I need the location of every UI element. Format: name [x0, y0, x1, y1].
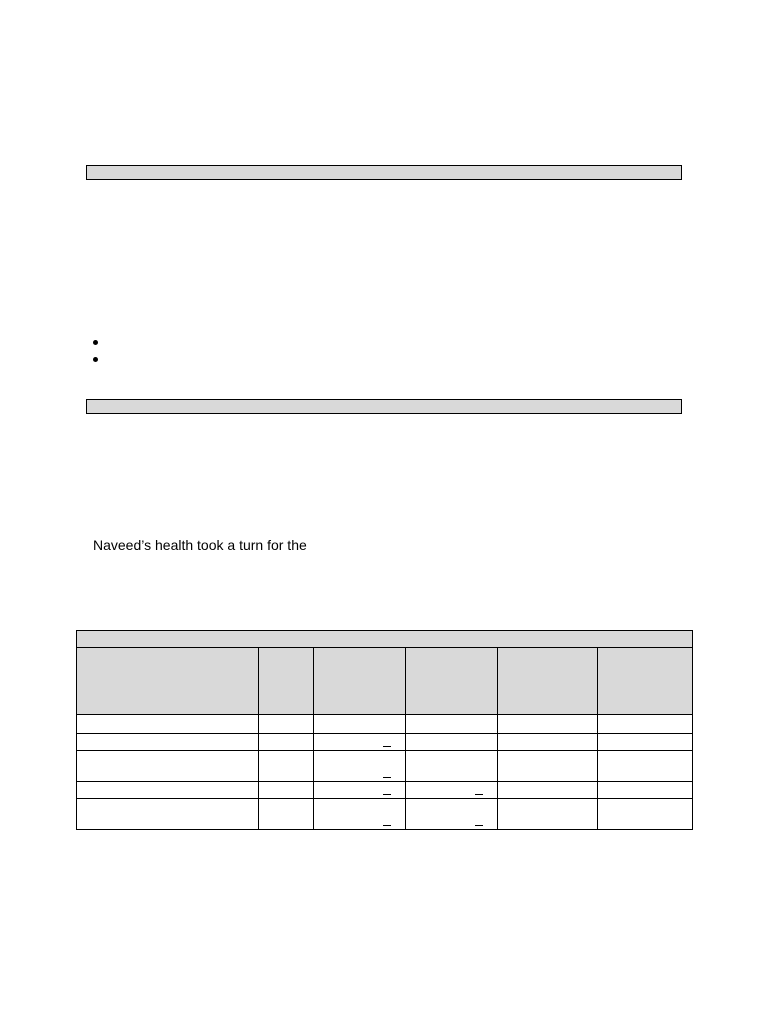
table-cell: [498, 715, 598, 734]
table-row: [77, 751, 693, 782]
table-cell: [259, 799, 314, 830]
table-cell: [598, 751, 693, 782]
table-cell: [314, 751, 406, 782]
table-cell: [259, 782, 314, 799]
blank-placeholder-dash: [383, 825, 391, 826]
bullet-list: [90, 335, 490, 369]
bullet-dot-icon: [93, 357, 98, 362]
table-cell: [406, 751, 498, 782]
table-cell: [498, 799, 598, 830]
table-cell: [259, 734, 314, 751]
table-row: [77, 782, 693, 799]
table-cell: [259, 751, 314, 782]
column-header: [314, 648, 406, 715]
table-cell: [314, 799, 406, 830]
table-title-row: [77, 631, 693, 648]
table-cell: [77, 734, 259, 751]
table-row: [77, 715, 693, 734]
table-cell: [498, 782, 598, 799]
table-cell: [77, 782, 259, 799]
table-cell: [314, 715, 406, 734]
blank-placeholder-dash: [383, 746, 391, 747]
table-cell: [598, 782, 693, 799]
blank-placeholder-dash: [383, 794, 391, 795]
bullet-dot-icon: [93, 340, 98, 345]
table-cell: [498, 734, 598, 751]
table-cell: [314, 782, 406, 799]
column-header: [259, 648, 314, 715]
table-cell: [598, 734, 693, 751]
table-row: [77, 734, 693, 751]
column-header: [498, 648, 598, 715]
bullet-item-2: [90, 352, 490, 369]
column-header: [406, 648, 498, 715]
table-cell: [406, 782, 498, 799]
section-heading-bar-2: [86, 399, 682, 414]
paragraph-text: Naveed’s health took a turn for the: [93, 537, 307, 553]
bullet-item-1: [90, 335, 490, 352]
table-cell: [598, 799, 693, 830]
table-cell: [406, 799, 498, 830]
table-cell: [77, 751, 259, 782]
column-header: [77, 648, 259, 715]
data-table: [76, 630, 693, 830]
table-cell: [77, 799, 259, 830]
table-cell: [77, 715, 259, 734]
column-header: [598, 648, 693, 715]
table-cell: [406, 715, 498, 734]
blank-placeholder-dash: [475, 794, 483, 795]
section-heading-bar-1: [86, 165, 682, 180]
blank-placeholder-dash: [475, 825, 483, 826]
table-title: [77, 631, 693, 648]
table-cell: [498, 751, 598, 782]
table-cell: [406, 734, 498, 751]
table-cell: [259, 715, 314, 734]
blank-placeholder-dash: [383, 777, 391, 778]
table-row: [77, 799, 693, 830]
table-cell: [598, 715, 693, 734]
table-cell: [314, 734, 406, 751]
table-header-row: [77, 648, 693, 715]
